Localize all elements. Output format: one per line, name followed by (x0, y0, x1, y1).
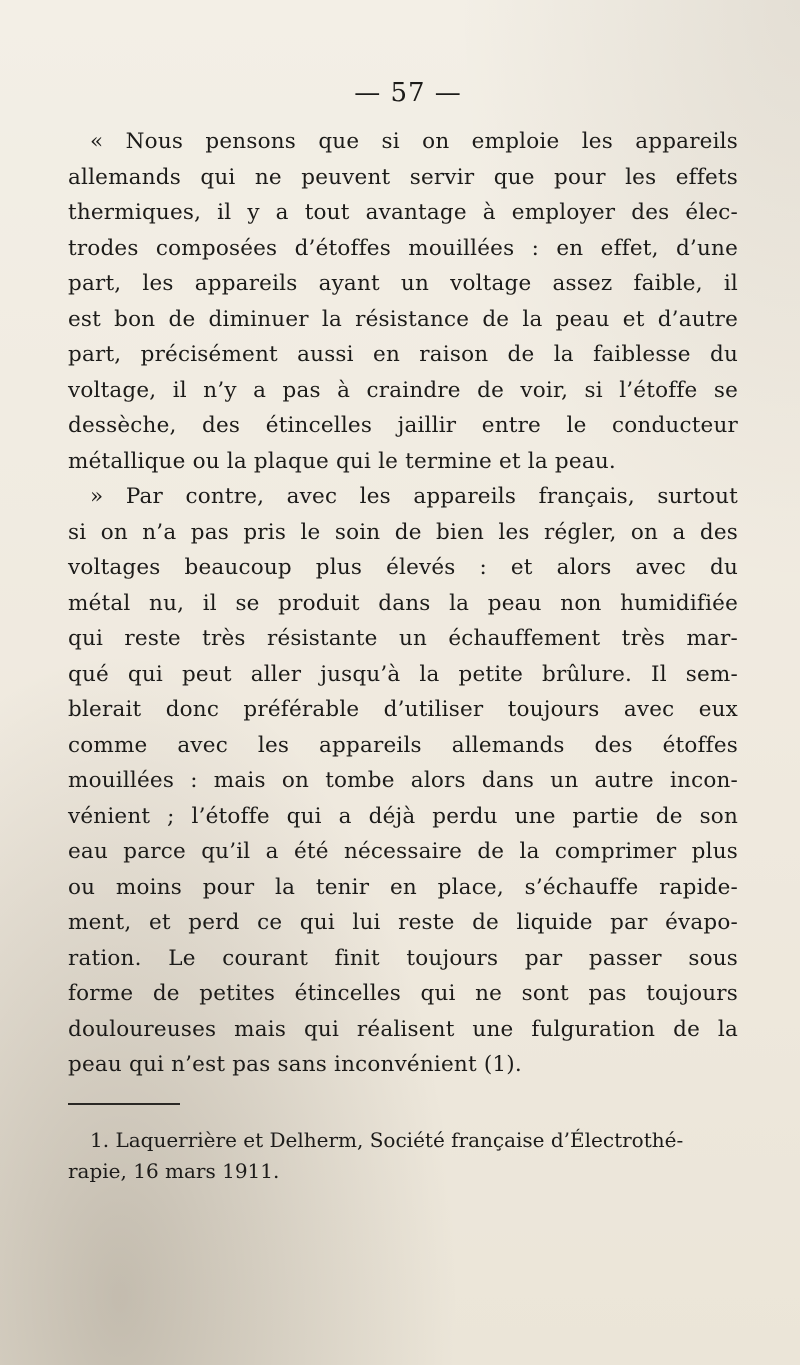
body-line: métal nu, il se produit dans la peau non humidifiée (68, 590, 738, 616)
footnote-line: rapie, 16 mars 1911. (68, 1158, 280, 1183)
body-line: métallique ou la plaque qui le termine et la peau. (68, 448, 616, 474)
body-line: dessèche, des étincelles jaillir entre le conducteur (68, 413, 738, 438)
page-number: — 57 — (354, 78, 462, 108)
body-line: blerait donc préférable d’utiliser toujours avec eux (68, 697, 738, 722)
body-line: » Par contre, avec les appareils français, surtout (90, 484, 738, 509)
body-line: ration. Le courant finit toujours par passer sous (68, 945, 738, 971)
body-line: voltage, il n’y a pas à craindre de voir, si l’étoffe se (68, 377, 738, 403)
body-line: voltages beaucoup plus élevés : et alors avec du (68, 555, 738, 580)
body-line: part, les appareils ayant un voltage assez faible, il (68, 271, 738, 296)
text-block (68, 80, 738, 1187)
body-line: peau qui n’est pas sans inconvénient (1). (68, 1052, 522, 1077)
body-line: ment, et perd ce qui lui reste de liquide par évapo- (68, 910, 738, 935)
body-line: part, précisément aussi en raison de la faiblesse du (68, 342, 738, 367)
body-line: eau parce qu’il a été nécessaire de la comprimer plus (68, 839, 738, 864)
body-line: mouillées : mais on tombe alors dans un autre incon- (68, 768, 738, 793)
body-line: si on n’a pas pris le soin de bien les régler, on a des (68, 519, 738, 545)
body-line: comme avec les appareils allemands des étoffes (68, 732, 738, 758)
body-line: trodes composées d’étoffes mouillées : en effet, d’une (68, 235, 738, 261)
footnote-line: 1. Laquerrière et Delherm, Société française d’Électrothé- (90, 1127, 684, 1152)
body-line: « Nous pensons que si on emploie les appareils (90, 129, 738, 154)
body-line: forme de petites étincelles qui ne sont pas toujours (68, 981, 738, 1006)
body-line: allemands qui ne peuvent servir que pour les effets (68, 164, 738, 190)
body-line: qué qui peut aller jusqu’à la petite brûlure. Il sem- (68, 661, 738, 687)
footnote-divider (68, 1103, 180, 1105)
body-line: vénient ; l’étoffe qui a déjà perdu une partie de son (68, 803, 738, 829)
body-line: douloureuses mais qui réalisent une fulguration de la (68, 1016, 738, 1042)
body-line: ou moins pour la tenir en place, s’échauffe rapide- (68, 874, 738, 900)
body-line: est bon de diminuer la résistance de la peau et d’autre (68, 306, 738, 332)
body-line: thermiques, il y a tout avantage à employer des élec- (68, 200, 738, 225)
footnote (68, 1125, 738, 1187)
body-line: qui reste très résistante un échauffement très mar- (68, 626, 738, 651)
body-text (68, 124, 738, 1083)
